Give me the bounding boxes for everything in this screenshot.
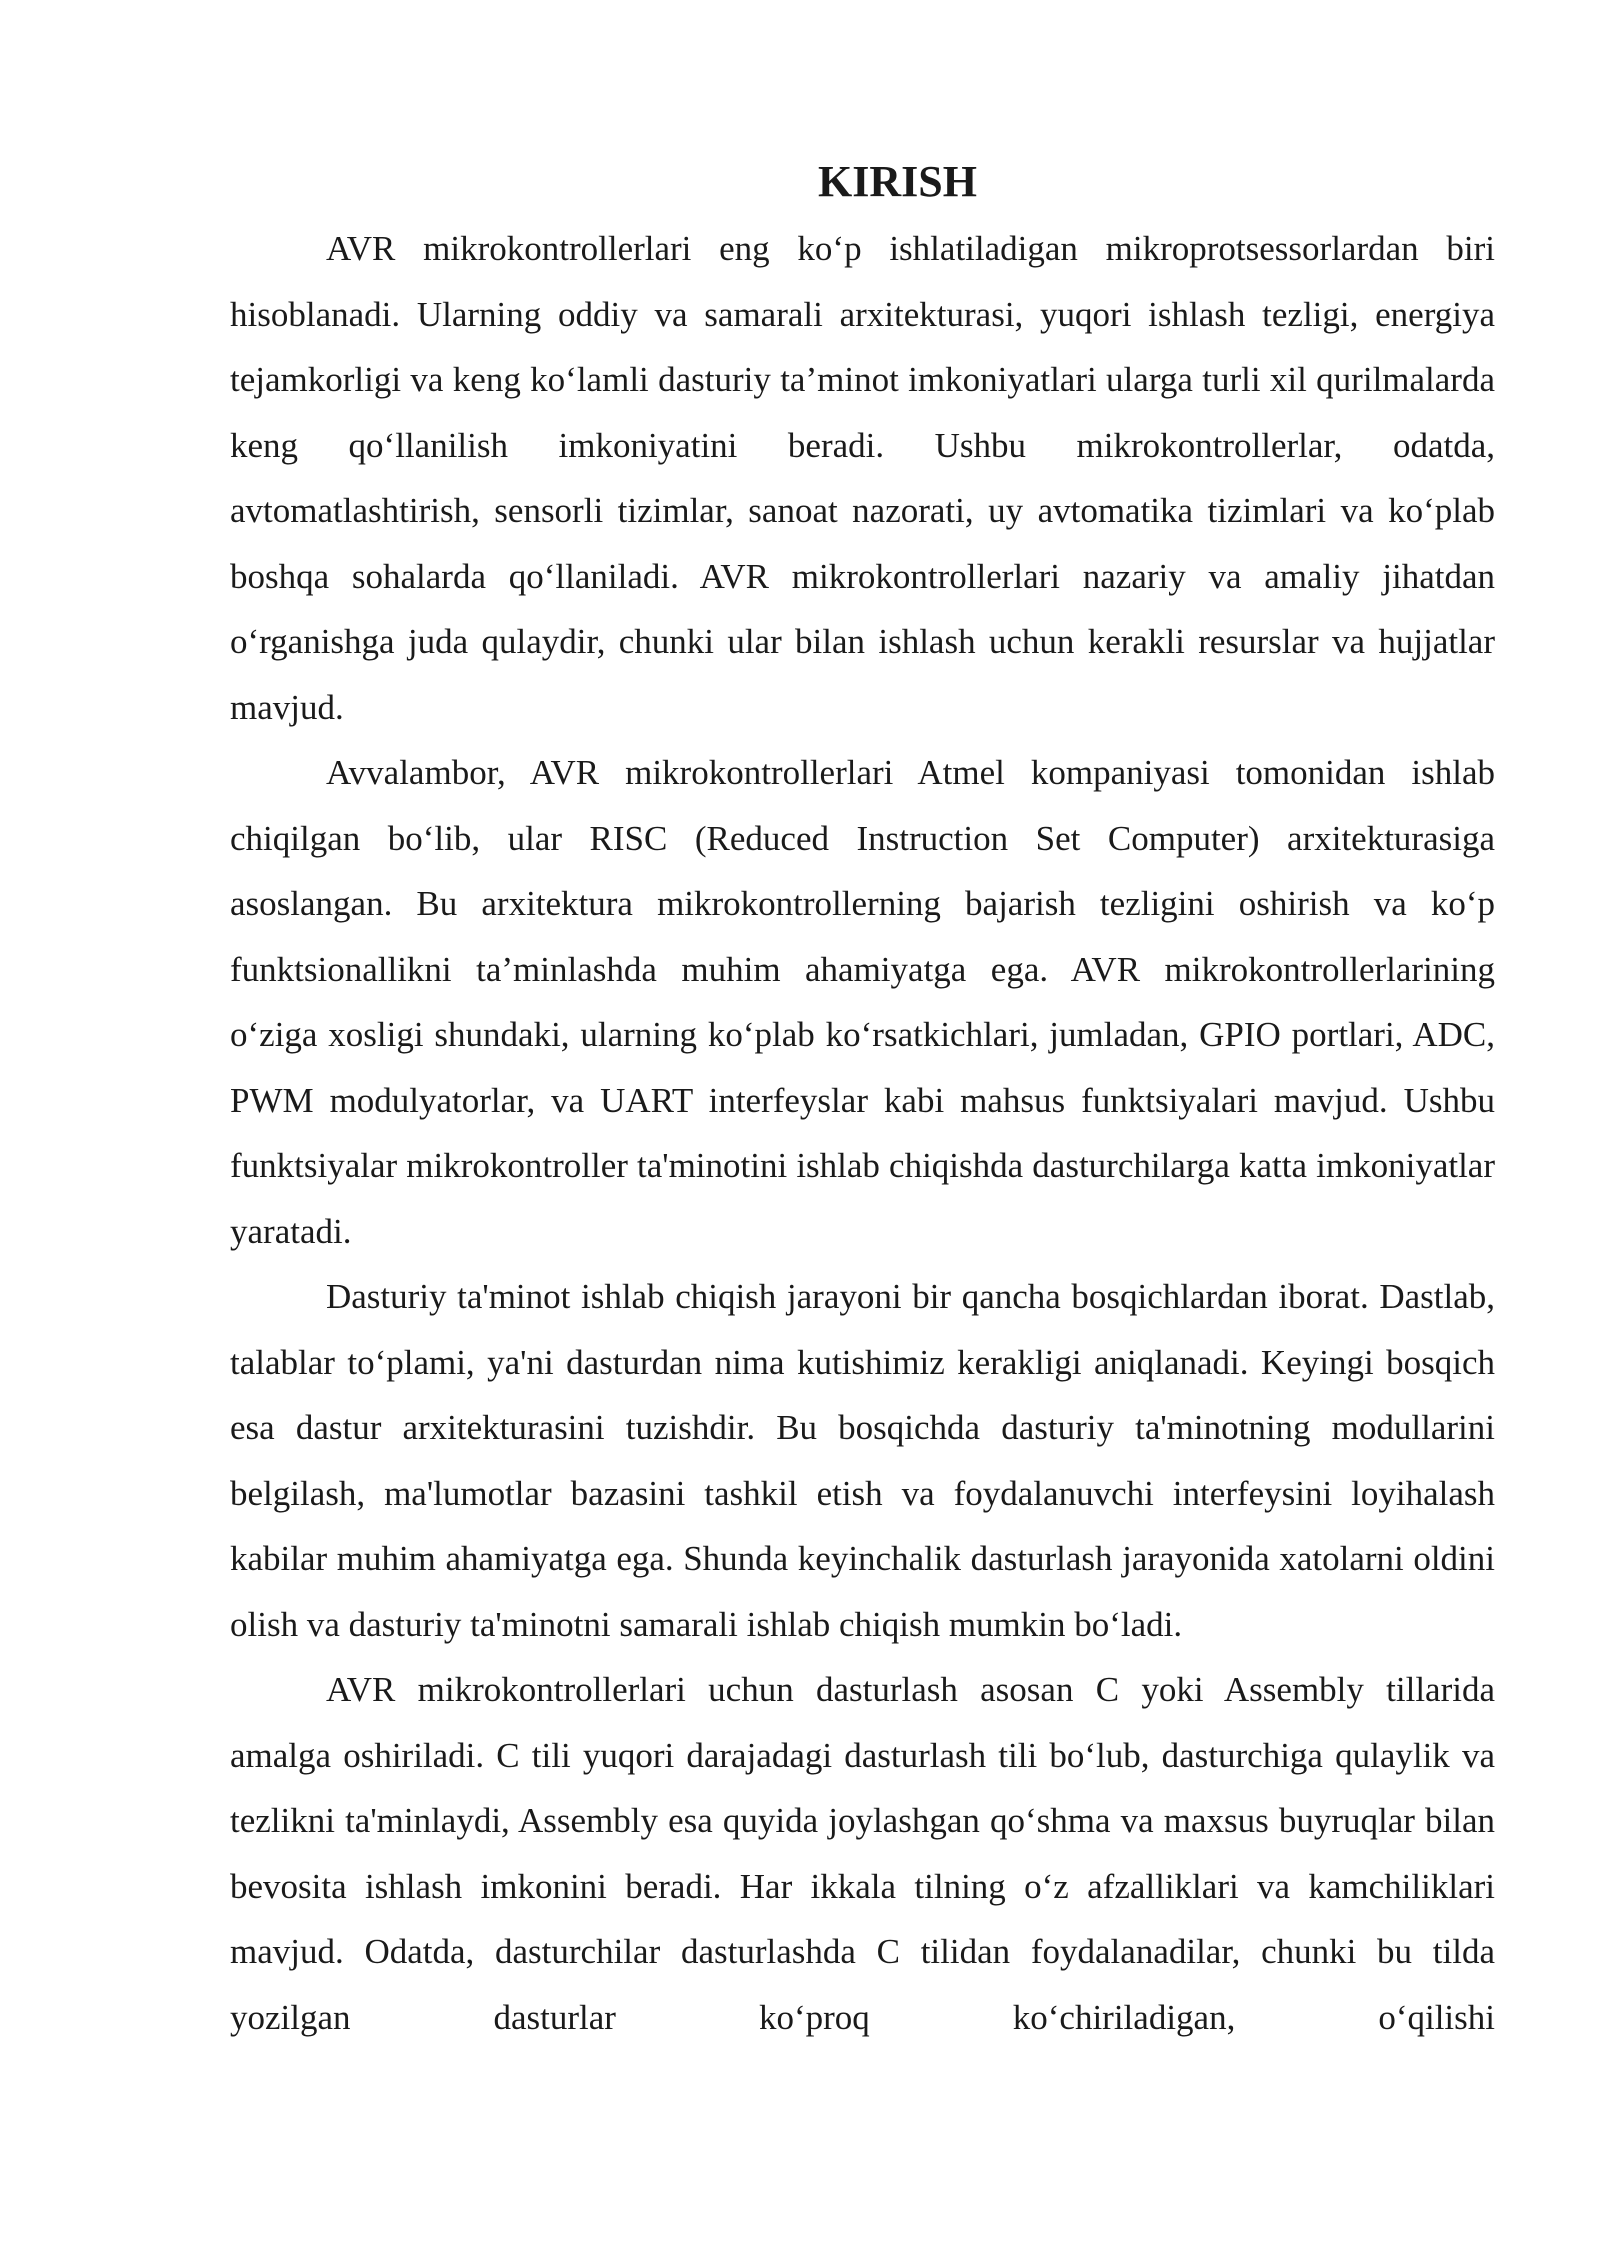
document-page <box>230 152 1495 2050</box>
paragraph-3: Dasturiy ta'minot ishlab chiqish jarayoni bir qancha bosqichlardan iborat. Dastlab, talablar to‘plami, ya'ni dasturdan nima kutishimiz kerakligi aniqlanadi. Keyingi bosqich esa dastur arxitekturasini tuzishdir. Bu bosqichda dasturiy ta'minotning modullarini belgilash, ma'lumotlar bazasini tashkil etish va foydalanuvchi interfeysini loyihalash kabilar muhim ahamiyatga ega. Shunda keyinchalik dasturlash jarayonida xatolarni oldini olish va dasturiy ta'minotni samarali ishlab chiqish mumkin bo‘ladi. <box>230 1277 1495 1644</box>
page-title: KIRISH <box>818 157 977 206</box>
paragraph-2: Avvalambor, AVR mikrokontrollerlari Atmel kompaniyasi tomonidan ishlab chiqilgan bo‘lib, ular RISC (Reduced Instruction Set Computer) arxitekturasiga asoslangan. Bu arxitektura mikrokontrollerning bajarish tezligini oshirish va ko‘p funktsionallikni ta’minlashda muhim ahamiyatga ega. AVR mikrokontrollerlarining o‘ziga xosligi shundaki, ularning ko‘plab ko‘rsatkichlari, jumladan, GPIO portlari, ADC, PWM modulyatorlar, va UART interfeyslar kabi mahsus funktsiyalari mavjud. Ushbu funktsiyalar mikrokontroller ta'minotini ishlab chiqishda dasturchilarga katta imkoniyatlar yaratadi. <box>230 753 1495 1251</box>
paragraph-1: AVR mikrokontrollerlari eng ko‘p ishlatiladigan mikroprotsessorlardan biri hisoblanadi. Ularning oddiy va samarali arxitekturasi, yuqori ishlash tezligi, energiya tejamkorligi va keng ko‘lamli dasturiy ta’minot imkoniyatlari ularga turli xil qurilmalarda keng qo‘llanilish imkoniyatini beradi. Ushbu mikrokontrollerlar, odatda, avtomatlashtirish, sensorli tizimlar, sanoat nazorati, uy avtomatika tizimlari va ko‘plab boshqa sohalarda qo‘llaniladi. AVR mikrokontrollerlari nazariy va amaliy jihatdan o‘rganishga juda qulaydir, chunki ular bilan ishlash uchun kerakli resurslar va hujjatlar mavjud. <box>230 229 1495 727</box>
paragraph-4: AVR mikrokontrollerlari uchun dasturlash asosan C yoki Assembly tillarida amalga oshiriladi. C tili yuqori darajadagi dasturlash tili bo‘lub, dasturchiga qulaylik va tezlikni ta'minlaydi, Assembly esa quyida joylashgan qo‘shma va maxsus buyruqlar bilan bevosita ishlash imkonini beradi. Har ikkala tilning o‘z afzalliklari va kamchiliklari mavjud. Odatda, dasturchilar dasturlashda C tilidan foydalanadilar, chunki bu tilda yozilgan dasturlar ko‘proq ko‘chiriladigan, o‘qilishi <box>230 1670 1495 2037</box>
